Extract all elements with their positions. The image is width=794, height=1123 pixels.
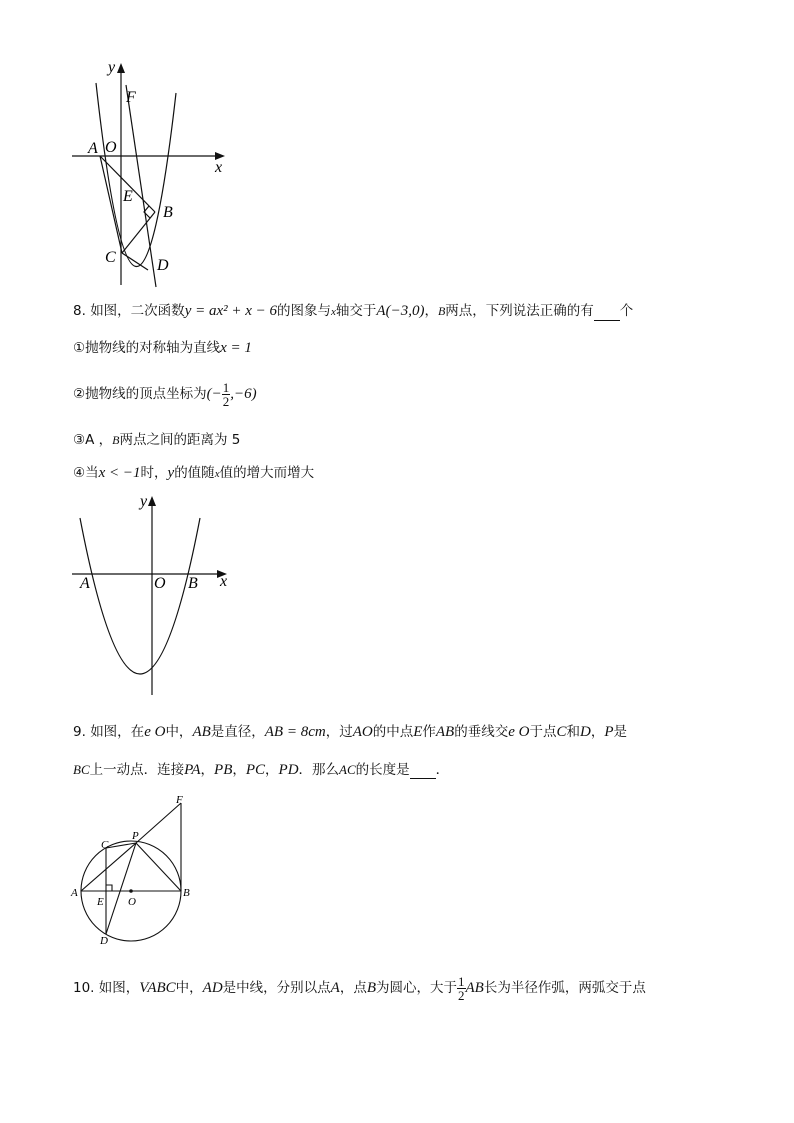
fig3-label-E: E (97, 896, 104, 908)
q8-option-3: ③A ，B两点之间的距离为 5 (73, 432, 241, 448)
fraction-one-half: $\frac{1}{2}$ (458, 973, 465, 1003)
q8-option-2: ②抛物线的顶点坐标为(− $\frac{1}{2}$ ,−6) (73, 379, 257, 409)
fig2-label-O: O (154, 575, 166, 592)
fig1-label-A: A (88, 140, 98, 157)
fig3-label-A: A (71, 887, 78, 899)
arc-AC: AC (339, 762, 356, 777)
q8-option-1: ①抛物线的对称轴为直线x = 1 (73, 340, 252, 356)
segment-CD (122, 253, 148, 270)
parabola-curve (80, 518, 200, 674)
figure-2-parabola (66, 490, 246, 705)
center-dot (129, 889, 133, 893)
fig1-label-E: E (123, 188, 133, 205)
fig3-label-F: F (176, 794, 183, 806)
figure-3-circle (66, 792, 206, 952)
fig2-label-x: x (220, 573, 228, 590)
fig2-label-A: A (80, 575, 90, 592)
fig3-label-B: B (183, 887, 190, 899)
fig1-label-O: O (105, 139, 117, 156)
fig1-label-D: D (157, 257, 169, 274)
fraction-one-half: $\frac{1}{2}$ (222, 379, 230, 409)
fig3-label-D: D (100, 935, 108, 947)
segment-PF (136, 803, 181, 843)
fig3-label-P: P (132, 830, 139, 842)
q8-stem: 8. 如图，二次函数y = ax² + x − 6的图象与x轴交于A(−3,0)，B两点，下列说法正确的有 个 (73, 303, 634, 319)
fig1-label-x: x (215, 159, 223, 176)
fig1-label-B: B (163, 204, 173, 221)
fig1-label-F: F (126, 89, 136, 106)
line-FD (126, 85, 156, 287)
q9-stem-line-1: 9. 如图，在e O中，AB是直径，AB = 8cm，过AO的中点E作AB的垂线交e O于点C和D，P是 (73, 724, 627, 740)
fig2-label-B: B (188, 575, 198, 592)
right-angle-mark (106, 885, 112, 891)
fig1-label-y: y (108, 59, 116, 76)
fig1-label-C: C (105, 249, 116, 266)
q9-number: 9. (73, 724, 86, 740)
y-axis-arrow (117, 63, 125, 73)
q9-stem-line-2: BC上一动点．连接PA，PB，PC，PD．那么AC的长度是 ． (73, 762, 450, 778)
q8-option-4: ④当x < −1时，y的值随x值的增大而增大 (73, 465, 315, 481)
figure-1-parabola-triangle (60, 55, 240, 295)
fig2-label-y: y (140, 493, 148, 510)
answer-blank (410, 764, 436, 779)
fig3-label-C: C (101, 839, 109, 851)
fig3-label-O: O (128, 896, 136, 908)
segment-AC (100, 156, 122, 253)
parabola-curve (96, 83, 176, 267)
arc-BC: BC (73, 762, 90, 777)
answer-blank (594, 306, 620, 321)
q8-number: 8. (73, 303, 86, 319)
y-axis-arrow (148, 496, 156, 506)
q10-number: 10. (73, 980, 95, 996)
q10-stem: 10. 如图，VABC中，AD是中线，分别以点A，点B为圆心，大于 $\frac{1}{2}$ AB长为半径作弧，两弧交于点 (73, 973, 646, 1003)
